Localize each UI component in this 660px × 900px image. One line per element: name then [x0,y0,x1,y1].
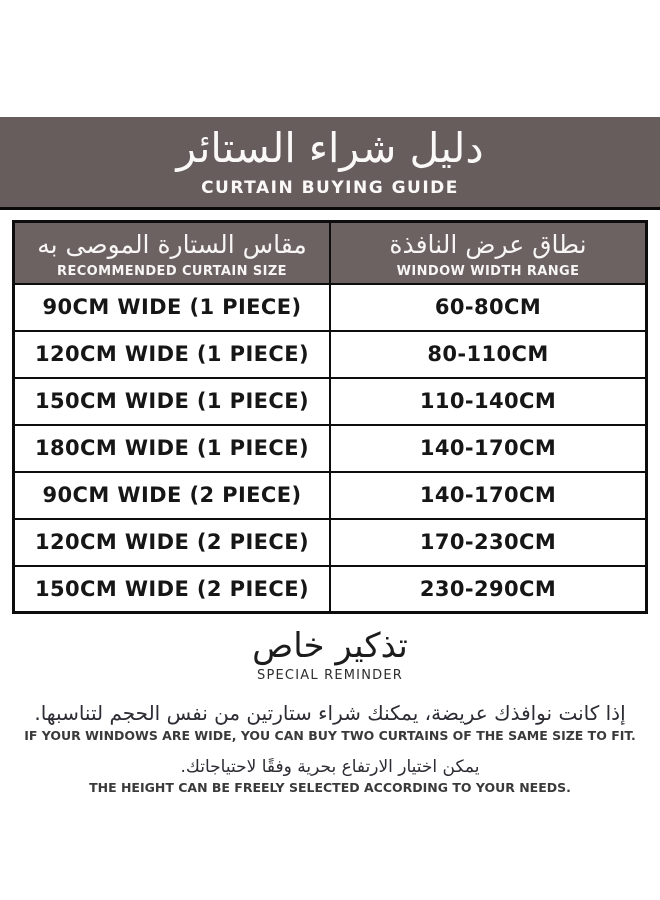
curtain-size-cell: 120CM WIDE (1 PIECE) [14,331,331,378]
reminder-line-1-english: IF YOUR WINDOWS ARE WIDE, YOU CAN BUY TWO CURTAINS OF THE SAME SIZE TO FIT. [24,728,636,743]
size-guide-table [12,220,648,614]
table-row [14,331,647,378]
size-guide-table-head [14,222,647,284]
curtain-size-cell: 150CM WIDE (1 PIECE) [14,378,331,425]
column-header-curtain-size-arabic: مقاس الستارة الموصى به [37,229,307,259]
curtain-size-cell: 180CM WIDE (1 PIECE) [14,425,331,472]
table-row [14,425,647,472]
window-range-cell: 110-140CM [330,378,647,425]
reminder-line-1-arabic: إذا كانت نوافذك عريضة، يمكنك شراء ستارتين من نفس الحجم لتناسبها. [34,701,626,725]
window-range-cell: 170-230CM [330,519,647,566]
table-row [14,378,647,425]
reminder-title-arabic: تذكير خاص [252,626,408,666]
guide-title-arabic: دليل شراء الستائر [176,124,484,172]
column-header-recommended-curtain-size [14,222,331,284]
window-range-cell: 60-80CM [330,284,647,331]
window-range-cell: 140-170CM [330,472,647,519]
table-row [14,566,647,613]
column-header-curtain-size-english: RECOMMENDED CURTAIN SIZE [57,263,287,279]
table-row [14,472,647,519]
window-range-cell: 140-170CM [330,425,647,472]
size-guide-table-body [14,284,647,613]
column-header-window-width-english: WINDOW WIDTH RANGE [396,263,580,279]
table-row [14,519,647,566]
column-header-window-width-arabic: نطاق عرض النافذة [389,229,587,259]
table-row [14,284,647,331]
window-range-cell: 80-110CM [330,331,647,378]
curtain-size-cell: 150CM WIDE (2 PIECE) [14,566,331,613]
guide-title-english: CURTAIN BUYING GUIDE [201,178,459,198]
reminder-title-english: SPECIAL REMINDER [257,668,403,683]
header-row [14,222,647,284]
special-reminder-section [0,624,660,796]
curtain-size-cell: 90CM WIDE (2 PIECE) [14,472,331,519]
reminder-line-2-arabic: يمكن اختيار الارتفاع بحرية وفقًا لاحتياجاتك. [180,757,480,777]
curtain-size-cell: 90CM WIDE (1 PIECE) [14,284,331,331]
guide-header-band [0,117,660,210]
curtain-size-cell: 120CM WIDE (2 PIECE) [14,519,331,566]
window-range-cell: 230-290CM [330,566,647,613]
reminder-line-2-english: THE HEIGHT CAN BE FREELY SELECTED ACCORDING TO YOUR NEEDS. [89,780,571,795]
column-header-window-width-range [330,222,647,284]
